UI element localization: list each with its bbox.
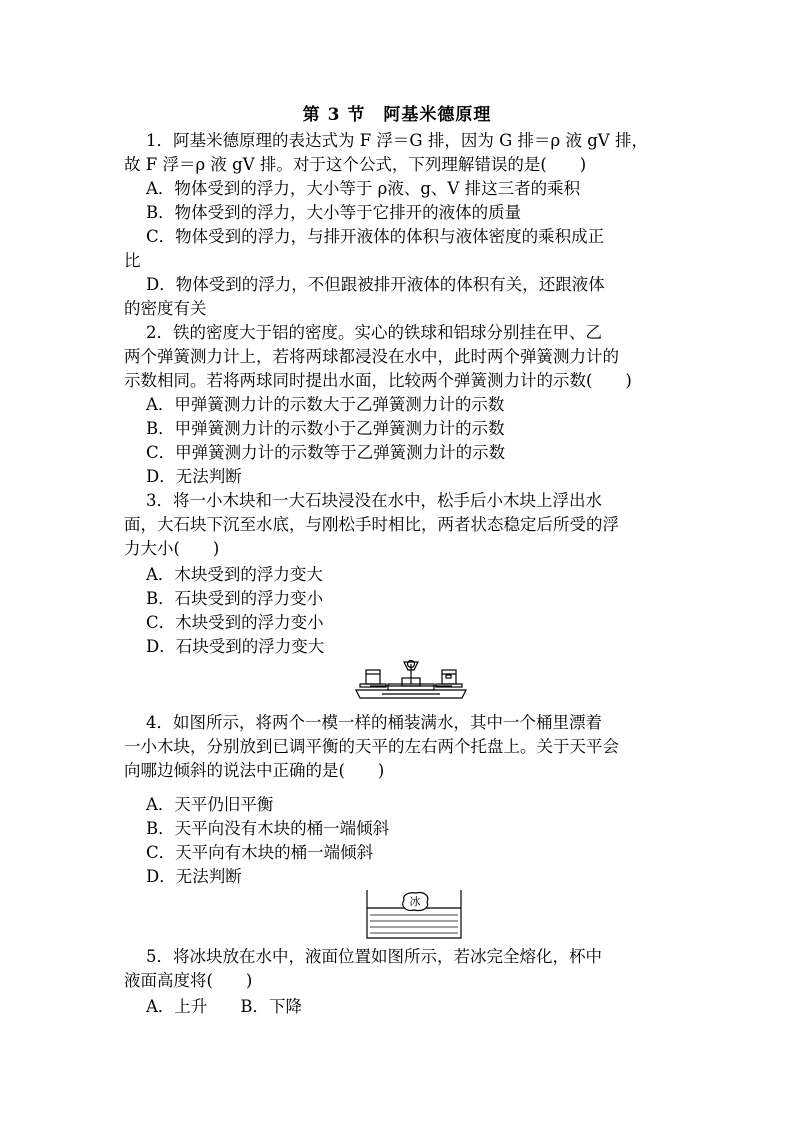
q5-stem-line2: 液面高度将( ) [124,971,253,990]
q4-option-b: B．天平向没有木块的桶一端倾斜 [146,819,390,838]
q3-option-b: B．石块受到的浮力变小 [146,589,324,608]
q5-stem-line1: 5．将冰块放在水中，液面位置如图所示，若冰完全熔化，杯中 [146,947,602,966]
q3-stem-line2: 面，大石块下沉至水底，与刚松手时相比，两者状态稳定后所受的浮 [124,515,619,534]
q2-stem-line3: 示数相同。若将两球同时提出水面，比较两个弹簧测力计的示数( ) [124,371,632,390]
q1-stem-line2: 故 F 浮＝ρ 液 gV 排。对于这个公式，下列理解错误的是( ) [124,155,587,174]
q1-option-c-line1: C．物体受到的浮力，与排开液体的体积与液体密度的乘积成正 [146,227,605,246]
q4-option-a: A．天平仍旧平衡 [146,795,274,814]
q3-stem-line3: 力大小( ) [124,539,220,558]
q3-stem-line1: 3．将一小木块和一大石块浸没在水中，松手后小木块上浮出水 [146,491,602,510]
q4-stem-line3: 向哪边倾斜的说法中正确的是( ) [124,761,385,780]
q3-option-c: C．木块受到的浮力变小 [146,613,324,632]
q1-stem-line1: 1．阿基米德原理的表达式为 F 浮＝G 排，因为 G 排＝ρ 液 gV 排， [146,131,648,150]
q1-option-a: A．物体受到的浮力，大小等于 ρ液、g、V 排这三者的乘积 [146,179,581,198]
q2-option-a: A．甲弹簧测力计的示数大于乙弹簧测力计的示数 [146,395,505,414]
q2-stem-line1: 2．铁的密度大于铝的密度。实心的铁球和铝球分别挂在甲、乙 [146,323,602,342]
ice-label: 冰 [409,895,421,908]
q2-option-d: D．无法判断 [146,467,242,486]
q2-option-c: C．甲弹簧测力计的示数等于乙弹簧测力计的示数 [146,443,506,462]
balance-scale-figure [352,656,470,704]
q4-option-c: C．天平向有木块的桶一端倾斜 [146,843,374,862]
q5-options-ab: A．上升 B．下降 [146,997,303,1016]
ice-in-water-figure [364,888,464,940]
q4-option-d: D．无法判断 [146,867,242,886]
q3-option-d: D．石块受到的浮力变大 [146,637,325,656]
q1-option-b: B．物体受到的浮力，大小等于它排开的液体的质量 [146,203,522,222]
q4-stem-line2: 一小木块，分别放到已调平衡的天平的左右两个托盘上。关于天平会 [124,737,619,756]
q1-option-d-line2: 的密度有关 [124,299,207,318]
section-title: 第 3 节 阿基米德原理 [302,105,492,125]
q3-option-a: A．木块受到的浮力变大 [146,565,323,584]
q2-option-b: B．甲弹簧测力计的示数小于乙弹簧测力计的示数 [146,419,505,438]
q4-stem-line1: 4．如图所示，将两个一模一样的桶装满水，其中一个桶里漂着 [146,713,602,732]
q1-option-c-line2: 比 [124,251,141,270]
q1-option-d-line1: D．物体受到的浮力，不但跟被排开液体的体积有关，还跟液体 [146,275,605,294]
q2-stem-line2: 两个弹簧测力计上，若将两球都浸没在水中，此时两个弹簧测力计的 [124,347,619,366]
